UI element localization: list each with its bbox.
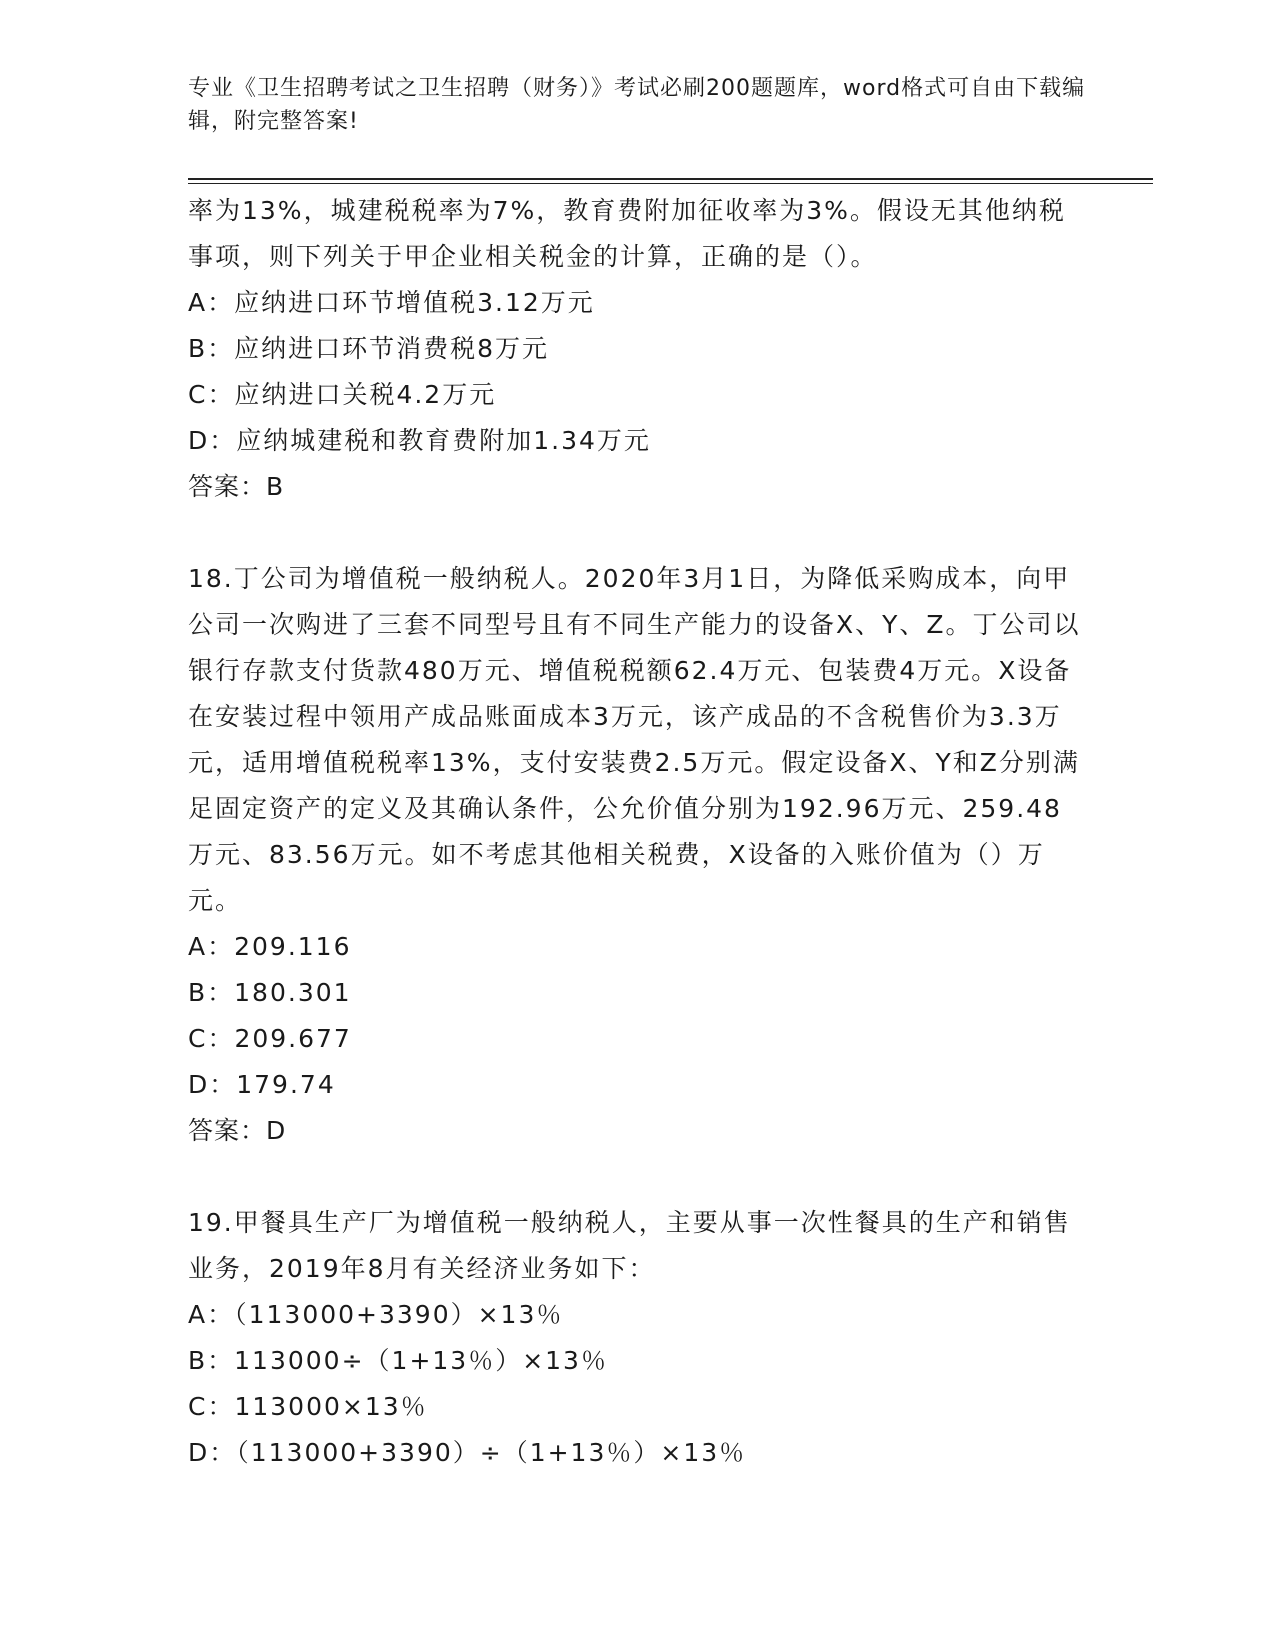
option-b: B：113000÷（1+13％）×13％ bbox=[188, 1346, 608, 1375]
option-a: A：（113000+3390）×13％ bbox=[188, 1300, 564, 1329]
answer: 答案：B bbox=[188, 472, 285, 501]
question-text: 率为13%，城建税税率为7%，教育费附加征收率为3%。假设无其他纳税事项，则下列关于甲企业相关税金的计算，正确的是（）。 bbox=[188, 196, 1066, 271]
option-c: C：209.677 bbox=[188, 1024, 352, 1053]
header-divider-thick bbox=[188, 178, 1153, 180]
question-19 bbox=[188, 1200, 1088, 1476]
document-header bbox=[188, 72, 1088, 138]
question-text: 18.丁公司为增值税一般纳税人。2020年3月1日，为降低采购成本，向甲公司一次购进了三套不同型号且有不同生产能力的设备X、Y、Z。丁公司以银行存款支付货款480万元、增值税税额62.4万元、包装费4万元。X设备在安装过程中领用产成品账面成本3万元，该产成品的不含税售价为3.3万元，适用增值税税率13%，支付安装费2.5万元。假定设备X、Y和Z分别满足固定资产的定义及其确认条件，公允价值分别为192.96万元、259.48万元、83.56万元。如不考虑其他相关税费，X设备的入账价值为（）万元。 bbox=[188, 564, 1081, 915]
question-text: 19.甲餐具生产厂为增值税一般纳税人，主要从事一次性餐具的生产和销售业务，2019年8月有关经济业务如下： bbox=[188, 1208, 1071, 1283]
option-a: A：209.116 bbox=[188, 932, 352, 961]
option-a: A：应纳进口环节增值税3.12万元 bbox=[188, 288, 595, 317]
header-divider-thin bbox=[188, 183, 1153, 184]
option-b: B：应纳进口环节消费税8万元 bbox=[188, 334, 550, 363]
question-18 bbox=[188, 556, 1088, 1154]
document-title: 专业《卫生招聘考试之卫生招聘（财务）》考试必刷200题题库，word格式可自由下载编辑，附完整答案! bbox=[188, 76, 1086, 134]
option-c: C：应纳进口关税4.2万元 bbox=[188, 380, 497, 409]
option-d: D：应纳城建税和教育费附加1.34万元 bbox=[188, 426, 651, 455]
option-d: D：179.74 bbox=[188, 1070, 336, 1099]
spacer bbox=[188, 510, 1088, 556]
option-b: B：180.301 bbox=[188, 978, 352, 1007]
question-17-tail bbox=[188, 188, 1088, 510]
question-content bbox=[188, 188, 1088, 1476]
option-d: D：（113000+3390）÷（1+13％）×13％ bbox=[188, 1438, 747, 1467]
answer: 答案：D bbox=[188, 1116, 287, 1145]
spacer bbox=[188, 1154, 1088, 1200]
option-c: C：113000×13％ bbox=[188, 1392, 428, 1421]
